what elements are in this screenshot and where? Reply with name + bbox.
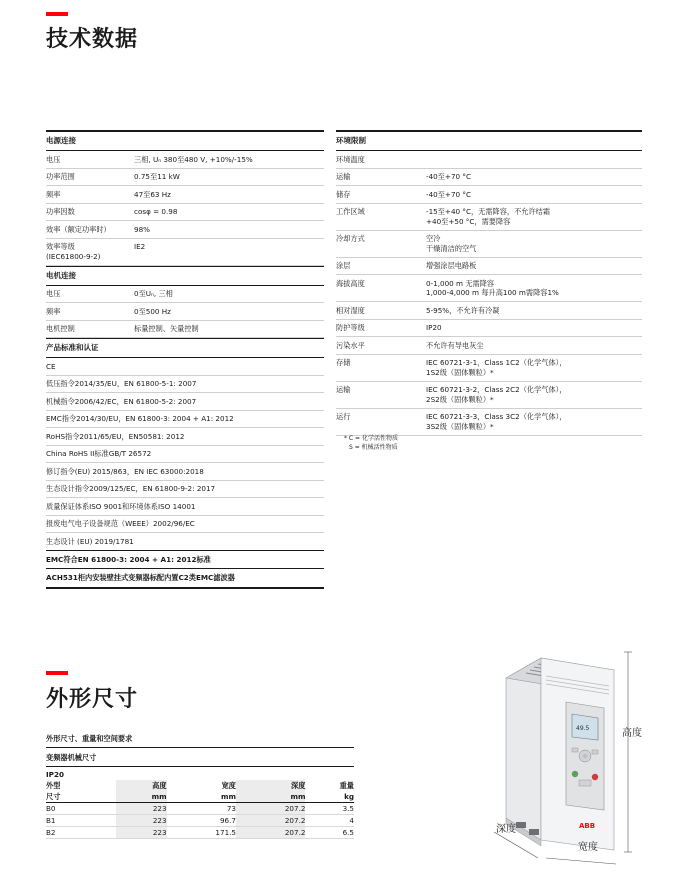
section-title-motor: 电机连接: [46, 266, 324, 286]
spec-row: [46, 303, 324, 321]
spec-row: [336, 409, 642, 436]
col-header: 宽度: [221, 781, 236, 790]
footnote-mechanical: S = 机械活性物质: [349, 444, 398, 451]
spec-row: [46, 286, 324, 304]
spec-label: 电机控制: [46, 324, 75, 333]
spec-label: 环境温度: [336, 154, 365, 164]
spec-row: [336, 186, 642, 204]
spec-value: -40至+70 °C: [426, 189, 471, 199]
ach-statement: ACH531柜内安装壁挂式变频器标配内置C2类EMC滤波器: [46, 568, 324, 589]
spec-label: 效率（额定功率时）: [46, 224, 111, 234]
spec-value: -40至+70 °C: [426, 172, 471, 181]
spec-row: [46, 321, 324, 339]
table-cell: B1: [46, 815, 116, 827]
spec-row: [336, 169, 642, 187]
standard-item: CE: [46, 358, 324, 376]
spec-value: 47至63 Hz: [134, 189, 171, 199]
spec-value: IEC 60721-3-1，Class 1C2（化学气体）， 1S2级（固体颗粒）*: [426, 358, 567, 377]
footnote-chemical: * C = 化学活性物质: [344, 435, 398, 442]
dims-unit-row: [46, 791, 354, 803]
table-cell: 4: [305, 815, 354, 827]
spec-label: 频率: [46, 189, 61, 199]
display-readout: 49.5: [576, 725, 590, 732]
spec-row: [46, 239, 324, 266]
table-cell: 207.2: [236, 815, 305, 827]
col-unit: mm: [167, 791, 236, 803]
standard-item: EMC指令2014/30/EU，EN 61800-3: 2004 + A1: 2012: [46, 411, 324, 429]
col-header: 重量: [339, 781, 354, 790]
section-title-power: 电源连接: [46, 132, 324, 151]
spec-row: [46, 204, 324, 222]
table-cell: 207.2: [236, 827, 305, 839]
table-cell: 207.2: [236, 803, 305, 815]
col-unit: mm: [116, 791, 167, 803]
standard-item: 修订指令(EU) 2015/863，EN IEC 63000:2018: [46, 463, 324, 481]
depth-label: 深度: [496, 824, 516, 835]
spec-label: 运行: [336, 412, 351, 421]
motor-rows: [46, 286, 324, 339]
spec-row: [336, 302, 642, 320]
spec-label: 冷却方式: [336, 234, 365, 243]
standard-item: RoHS指令2011/65/EU，EN50581: 2012: [46, 428, 324, 446]
dims-ip-rating: IP20: [46, 770, 64, 779]
spec-row: [336, 231, 642, 258]
spec-label: 频率: [46, 306, 61, 316]
spec-row: [336, 382, 642, 409]
col-unit: mm: [236, 791, 305, 803]
spec-value: 标量控制、矢量控制: [134, 324, 199, 333]
spec-value: 三相, Uₙ 380至480 V, +10%/-15%: [134, 154, 253, 164]
spec-label: 储存: [336, 189, 351, 199]
spec-right-column: [336, 130, 642, 436]
spec-label: 相对湿度: [336, 305, 365, 315]
col-header: 外型: [46, 781, 61, 790]
spec-left-column: [46, 130, 324, 589]
standards-list: [46, 358, 324, 550]
spec-value: 5-95%，不允许有冷凝: [426, 305, 500, 315]
standard-item: China RoHS II标准GB/T 26572: [46, 446, 324, 464]
spec-value: IP20: [426, 323, 442, 332]
spec-row: [336, 355, 642, 382]
accent-bar: [46, 12, 68, 16]
dims-subtitle: 变频器机械尺寸: [46, 748, 354, 767]
section-title-standards: 产品标准和认证: [46, 338, 324, 358]
dims-header-row: [46, 780, 354, 791]
page-title: 技术数据: [46, 27, 139, 52]
standard-item: 报废电气电子设备规范（WEEE）2002/96/EC: [46, 516, 324, 534]
spec-value: -15至+40 °C，无需降容，不允许结霜 +40至+50 °C，需要降容: [426, 207, 551, 226]
spec-row: [46, 221, 324, 239]
table-cell: 171.5: [167, 827, 236, 839]
spec-value: [426, 155, 642, 165]
footnote: [344, 434, 398, 452]
spec-row: [46, 186, 324, 204]
table-row: [46, 803, 354, 815]
spec-row: [336, 337, 642, 355]
spec-label: 电压: [46, 289, 61, 298]
spec-value: 不允许有导电灰尘: [426, 340, 484, 350]
spec-row: [336, 258, 642, 276]
table-cell: 223: [116, 815, 167, 827]
spec-row: [336, 320, 642, 338]
spec-value: 0-1,000 m 无需降容 1,000-4,000 m 每升高100 m需降容1%: [426, 278, 559, 297]
dimensions-table: [46, 734, 354, 839]
spec-label: 运输: [336, 172, 351, 181]
power-rows: [46, 151, 324, 266]
table-row: [46, 827, 354, 839]
spec-value: 0至500 Hz: [134, 306, 171, 316]
spec-label: 海拔高度: [336, 278, 365, 288]
spec-label: 工作区域: [336, 207, 365, 216]
table-cell: 73: [167, 803, 236, 815]
standard-item: 质量保证体系ISO 9001和环境体系ISO 14001: [46, 498, 324, 516]
table-cell: B0: [46, 803, 116, 815]
col-header: 深度: [236, 780, 305, 791]
standard-item: 生态设计 (EU) 2019/1781: [46, 536, 134, 546]
standard-item: 低压指令2014/35/EU，EN 61800-5-1: 2007: [46, 376, 324, 394]
brand-logo: ABB: [579, 822, 596, 830]
section-title-dimensions: 外形尺寸: [46, 687, 139, 712]
table-cell: 223: [116, 827, 167, 839]
spec-row: [46, 151, 324, 169]
width-label: 宽度: [578, 842, 598, 853]
col-unit: 尺寸: [46, 791, 116, 803]
spec-value: 0.75至11 kW: [134, 172, 180, 181]
col-header: 高度: [116, 780, 167, 791]
spec-label: 涂层: [336, 261, 351, 270]
spec-row: [336, 204, 642, 231]
environment-rows: [336, 151, 642, 436]
table-cell: 3.5: [305, 803, 354, 815]
standard-item: 机械指令2006/42/EC，EN 61800-5-2: 2007: [46, 393, 324, 411]
spec-label: 电压: [46, 154, 61, 164]
standard-item: 生态设计指令2009/125/EC，EN 61800-9-2: 2017: [46, 481, 324, 499]
spec-value: 98%: [134, 224, 150, 234]
dims-title: 外形尺寸、重量和空间要求: [46, 734, 354, 748]
spec-label: 存储: [336, 358, 351, 367]
spec-row: [336, 151, 642, 169]
table-cell: 6.5: [305, 827, 354, 839]
table-cell: 96.7: [167, 815, 236, 827]
height-label: 高度: [622, 728, 642, 739]
spec-value: IEC 60721-3-2，Class 2C2（化学气体）， 2S2级（固体颗粒）*: [426, 385, 567, 404]
spec-value: cosφ = 0.98: [134, 207, 178, 216]
table-row: [46, 815, 354, 827]
table-cell: 223: [116, 803, 167, 815]
spec-value: IEC 60721-3-3，Class 3C2（化学气体）， 3S2级（固体颗粒）*: [426, 412, 567, 431]
spec-value: 0至Uₙ, 三相: [134, 289, 173, 298]
section-title-environment: 环境限制: [336, 132, 642, 151]
col-unit: kg: [305, 791, 354, 803]
spec-label: 功率范围: [46, 172, 75, 181]
table-cell: B2: [46, 827, 116, 839]
spec-row: [336, 275, 642, 302]
spec-label: 效率等级 (IEC61800-9-2): [46, 242, 101, 261]
spec-value: IE2: [134, 242, 146, 251]
spec-label: 功率因数: [46, 207, 75, 216]
spec-value: 增强涂层电路板: [426, 261, 477, 270]
accent-bar: [46, 671, 68, 675]
spec-value: 空冷 干燥清洁的空气: [426, 234, 477, 253]
spec-label: 污染水平: [336, 340, 365, 350]
spec-row: [46, 169, 324, 187]
spec-label: 运输: [336, 385, 351, 394]
spec-label: 防护等级: [336, 323, 365, 332]
emc-statement: EMC符合EN 61800-3: 2004 + A1: 2012标准: [46, 550, 324, 569]
